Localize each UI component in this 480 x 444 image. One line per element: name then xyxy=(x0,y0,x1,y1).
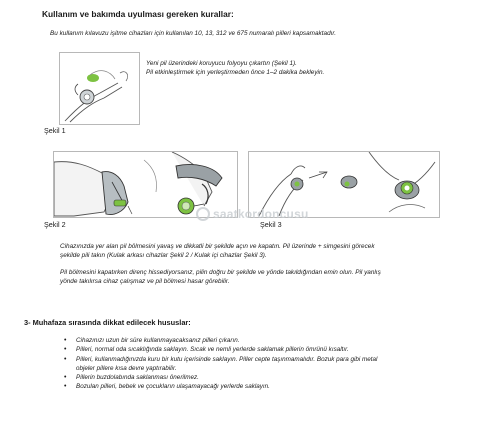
paragraph-resistance xyxy=(60,268,460,286)
note-line-2: Pil etkinleştirmek için yerleştirmeden önce 1–2 dakika bekleyin. xyxy=(146,69,325,76)
bullet-icon: • xyxy=(64,383,67,391)
paragraph-insert-battery xyxy=(60,242,460,260)
section-3-heading: 3- Muhafaza sırasında dikkat edilecek hususlar: xyxy=(24,318,191,327)
bullet-icon: • xyxy=(64,346,67,354)
bullet-icon: • xyxy=(64,374,67,382)
figure-2-caption: Şekil 2 xyxy=(44,220,66,229)
figure-1-note xyxy=(146,59,386,77)
note-line-1: Yeni pil üzerindeki koruyucu folyoyu çıkartın (Şekil 1). xyxy=(146,60,297,67)
watermark xyxy=(196,207,309,221)
paragraph-line: şekilde pili takın (Kulak arkası cihazlar Şekil 2 / Kulak içi cihazlar Şekil 3). xyxy=(60,252,267,259)
intro-text: Bu kullanım kılavuzu işitme cihazları için kullanılan 10, 13, 312 ve 675 numaralı pilleri kapsamaktadır. xyxy=(50,30,337,37)
figure-1-caption: Şekil 1 xyxy=(44,126,66,135)
list-item: • Pillerin buzdolabında saklanması önerilmez. xyxy=(64,374,199,382)
list-item: • Cihazınızı uzun bir süre kullanmayacaksanız pilleri çıkarın. xyxy=(64,337,240,344)
paragraph-line: Cihazınızda yer alan pil bölmesini yavaş ve dikkatli bir şekilde açın ve kapatın. Pil üzerinde + simgesini görecek xyxy=(60,243,375,250)
watermark-text: saatkordoncusu xyxy=(213,207,309,221)
watermark-logo-icon xyxy=(196,207,210,221)
storage-rules-list xyxy=(64,336,444,392)
figure-3-caption: Şekil 3 xyxy=(260,220,282,229)
list-item: • Bozulan pilleri, bebek ve çocukların ulaşamayacağı yerlerde saklayın. xyxy=(64,383,270,391)
paragraph-line: Pil bölmesini kapatırken direnç hissediyorsanız, pilin doğru bir şekilde ve yönde takıldığından emin olun. Pil yanlış xyxy=(60,269,381,276)
list-item-continuation: objeler pillere kısa devre yaptırabilir. xyxy=(76,364,177,372)
list-item: • Pilleri, kullanmadığınızda kuru bir kutu içerisinde saklayın. Piller cepte taşınmamalıdır. Bozuk para gibi metal xyxy=(64,355,378,363)
figure-1-image xyxy=(59,52,140,125)
section-heading: Kullanım ve bakımda uyulması gereken kurallar: xyxy=(42,9,234,19)
bullet-icon: • xyxy=(64,355,67,363)
paragraph-line: yönde takılırsa cihaz çalışmaz ve pil bölmesi hasar görebilir. xyxy=(60,278,230,285)
bullet-icon: • xyxy=(64,337,67,344)
list-item: • Pilleri, normal oda sıcaklığında saklayın. Sıcak ve nemli yerlerde saklamak pillerin ömrünü kısaltır. xyxy=(64,346,349,354)
